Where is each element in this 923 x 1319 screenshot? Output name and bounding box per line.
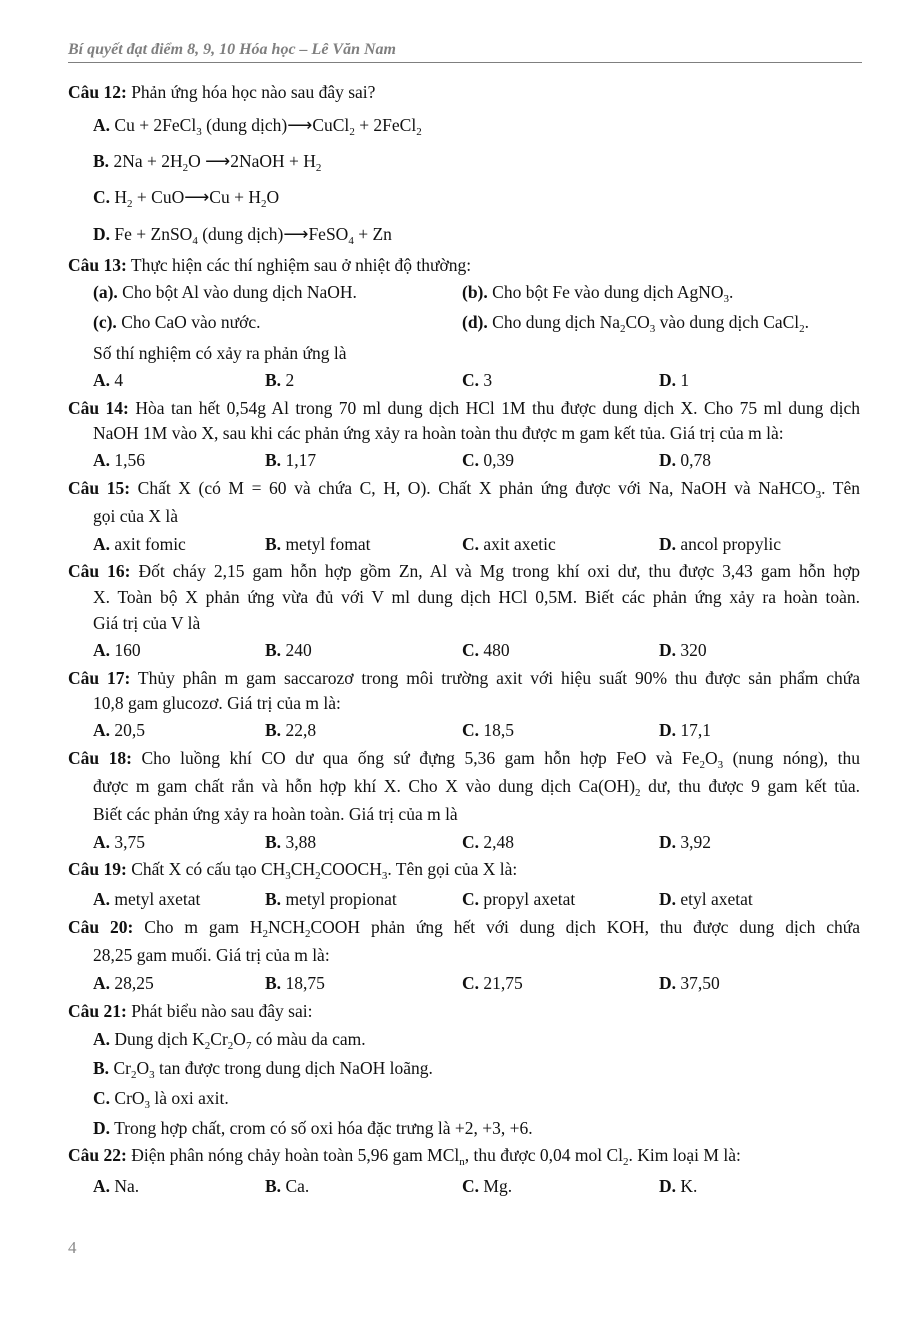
option-cell bbox=[265, 533, 371, 555]
option-cell bbox=[93, 533, 186, 555]
question-stem bbox=[68, 254, 471, 276]
stem-text: X. Toàn bộ X phản ứng vừa đủ với V ml dung dịch HCl 0,5M. Biết các phản ứng xảy ra hoàn toàn. bbox=[93, 587, 860, 607]
option-text: $2Na + 2H_2O$ ⟶2NaOH + $H_2$ bbox=[113, 151, 322, 174]
answer-option bbox=[93, 889, 200, 909]
option-cell bbox=[265, 369, 294, 391]
option-cell bbox=[93, 972, 154, 994]
answer-option bbox=[93, 187, 280, 210]
answer-option bbox=[659, 450, 711, 470]
option-cell bbox=[265, 831, 316, 853]
option-label: B. bbox=[265, 973, 282, 993]
option-label: D. bbox=[659, 720, 677, 740]
option-label: D. bbox=[659, 889, 677, 909]
option-cell bbox=[93, 888, 200, 910]
question-stem bbox=[93, 803, 458, 825]
experiment-label: (a). bbox=[93, 282, 118, 302]
question-stem bbox=[93, 612, 200, 634]
option-label: B. bbox=[265, 1176, 282, 1196]
option-label: D. bbox=[659, 450, 677, 470]
option-row bbox=[93, 1117, 533, 1139]
answer-option bbox=[659, 1176, 697, 1196]
follow-up-line bbox=[93, 342, 346, 364]
stem-text: Chất X (có M = 60 và chứa C, H, O). Chất X phản ứng được với Na, NaOH và NaHCO$_3$. Tên bbox=[137, 478, 860, 499]
option-label: B. bbox=[265, 370, 282, 390]
option-label: D. bbox=[659, 1176, 677, 1196]
option-label: D. bbox=[659, 832, 677, 852]
option-text: 3 bbox=[483, 370, 493, 390]
option-cell bbox=[93, 369, 123, 391]
option-label: C. bbox=[462, 889, 480, 909]
experiment-text: Cho bột Fe vào dung dịch AgNO$_3$. bbox=[492, 282, 734, 305]
option-cell bbox=[265, 639, 312, 661]
option-cell bbox=[659, 449, 711, 471]
option-cell bbox=[462, 719, 514, 741]
answer-option bbox=[93, 973, 154, 993]
option-text: Cu + 2FeCl$_3$ (dung dịch)⟶CuCl$_2$ + 2FeCl$_2$ bbox=[114, 115, 422, 138]
stem-text: Thực hiện các thí nghiệm sau ở nhiệt độ thường: bbox=[130, 255, 472, 275]
answer-option bbox=[659, 720, 711, 740]
option-label: A. bbox=[93, 370, 111, 390]
answer-option bbox=[659, 832, 711, 852]
answer-option bbox=[462, 973, 523, 993]
option-text: 4 bbox=[114, 370, 124, 390]
question-number: Câu 20: bbox=[68, 917, 134, 937]
option-text: 18,75 bbox=[285, 973, 325, 993]
option-label: B. bbox=[93, 1058, 110, 1078]
option-label: D. bbox=[659, 370, 677, 390]
option-label: C. bbox=[93, 1088, 111, 1108]
question-stem bbox=[68, 916, 860, 938]
option-text: 3,92 bbox=[680, 832, 712, 852]
option-text: 160 bbox=[114, 640, 141, 660]
option-label: A. bbox=[93, 720, 111, 740]
page-number: 4 bbox=[68, 1238, 77, 1257]
stem-text: Hòa tan hết 0,54g Al trong 70 ml dung dịch HCl 1M thu được dung dịch X. Cho 75 ml dung dịch bbox=[135, 398, 860, 418]
experiment-item bbox=[93, 311, 260, 333]
answer-option bbox=[462, 640, 510, 660]
option-cell bbox=[462, 888, 575, 910]
question-stem bbox=[68, 747, 860, 769]
follow-up-text: Số thí nghiệm có xảy ra phản ứng là bbox=[93, 343, 347, 363]
option-cell bbox=[659, 533, 781, 555]
option-cell bbox=[462, 1175, 512, 1197]
option-text: etyl axetat bbox=[680, 889, 753, 909]
answer-option bbox=[93, 450, 145, 470]
answer-option bbox=[93, 1118, 533, 1138]
option-label: A. bbox=[93, 973, 111, 993]
option-cell bbox=[462, 533, 556, 555]
answer-option bbox=[93, 370, 123, 390]
option-text: 3,75 bbox=[114, 832, 146, 852]
answer-option bbox=[265, 534, 371, 554]
option-row bbox=[93, 114, 422, 136]
option-label: A. bbox=[93, 450, 111, 470]
option-text: 1,56 bbox=[114, 450, 146, 470]
option-label: A. bbox=[93, 889, 111, 909]
option-text: Mg. bbox=[483, 1176, 513, 1196]
option-row bbox=[93, 223, 392, 245]
option-label: B. bbox=[265, 720, 282, 740]
stem-text: Cho luồng khí CO dư qua ống sứ đựng 5,36 gam hỗn hợp FeO và $Fe_2O_3$ (nung nóng), thu bbox=[141, 748, 860, 769]
option-cell bbox=[265, 1175, 309, 1197]
answer-option bbox=[462, 1176, 512, 1196]
answer-option bbox=[265, 832, 316, 852]
question-stem bbox=[68, 477, 860, 499]
option-text: 1 bbox=[680, 370, 690, 390]
answer-option bbox=[93, 151, 322, 174]
question-stem bbox=[93, 944, 330, 966]
option-cell bbox=[265, 972, 325, 994]
option-text: 2 bbox=[285, 370, 295, 390]
option-label: B. bbox=[265, 534, 282, 554]
option-label: C. bbox=[462, 450, 480, 470]
question-number: Câu 13: bbox=[68, 255, 127, 275]
option-cell bbox=[265, 719, 316, 741]
option-label: D. bbox=[659, 640, 677, 660]
option-text: metyl propionat bbox=[285, 889, 397, 909]
stem-text: 28,25 gam muối. Giá trị của m là: bbox=[93, 945, 330, 965]
answer-option bbox=[462, 889, 575, 909]
question-number: Câu 12: bbox=[68, 82, 127, 102]
option-cell bbox=[265, 888, 397, 910]
answer-option bbox=[462, 832, 514, 852]
option-label: A. bbox=[93, 115, 111, 135]
option-cell bbox=[93, 449, 145, 471]
option-label: C. bbox=[462, 534, 480, 554]
answer-option bbox=[659, 889, 753, 909]
experiment-text: Cho CaO vào nước. bbox=[121, 312, 261, 332]
running-header: Bí quyết đạt điểm 8, 9, 10 Hóa học – Lê Văn Nam bbox=[68, 41, 396, 58]
stem-text: Phát biểu nào sau đây sai: bbox=[131, 1001, 313, 1021]
option-text: 20,5 bbox=[114, 720, 146, 740]
experiment-text: Cho bột Al vào dung dịch NaOH. bbox=[122, 282, 357, 302]
option-text: axit axetic bbox=[483, 534, 556, 554]
option-text: Ca. bbox=[285, 1176, 310, 1196]
question-stem bbox=[93, 505, 178, 527]
option-text: metyl fomat bbox=[285, 534, 371, 554]
option-text: 0,39 bbox=[483, 450, 515, 470]
stem-text: Cho m gam $H_2NCH_2COOH$ phản ứng hết với dung dịch KOH, thu được dung dịch chứa bbox=[144, 917, 860, 938]
option-label: B. bbox=[265, 640, 282, 660]
option-label: B. bbox=[265, 832, 282, 852]
answer-option bbox=[265, 973, 325, 993]
option-label: B. bbox=[265, 450, 282, 470]
answer-option bbox=[93, 720, 145, 740]
option-row bbox=[93, 1087, 229, 1109]
option-label: A. bbox=[93, 832, 111, 852]
experiment-text: Cho dung dịch $Na_2CO_3$ vào dung dịch CaCl$_2$. bbox=[492, 312, 810, 335]
option-text: 37,50 bbox=[680, 973, 720, 993]
option-text: Trong hợp chất, crom có số oxi hóa đặc trưng là +2, +3, +6. bbox=[114, 1118, 533, 1138]
experiment-item bbox=[462, 311, 809, 333]
answer-option bbox=[93, 640, 141, 660]
option-label: A. bbox=[93, 1176, 111, 1196]
experiment-item bbox=[462, 281, 733, 303]
header-rule bbox=[68, 62, 862, 63]
answer-option bbox=[93, 1029, 366, 1052]
option-label: D. bbox=[93, 1118, 111, 1138]
stem-text: Giá trị của V là bbox=[93, 613, 201, 633]
answer-option bbox=[265, 889, 397, 909]
option-text: 18,5 bbox=[483, 720, 515, 740]
option-label: C. bbox=[462, 640, 480, 660]
stem-text: Đốt cháy 2,15 gam hỗn hợp gồm Zn, Al và Mg trong khí oxi dư, thu được 3,43 gam hỗn hợp bbox=[138, 561, 860, 581]
stem-text: gọi của X là bbox=[93, 506, 179, 526]
experiment-label: (c). bbox=[93, 312, 117, 332]
option-text: 0,78 bbox=[680, 450, 712, 470]
answer-option bbox=[93, 1176, 139, 1196]
question-stem bbox=[68, 560, 860, 582]
experiment-item bbox=[93, 281, 357, 303]
option-row bbox=[93, 1028, 366, 1050]
question-stem bbox=[93, 775, 860, 797]
stem-text: 10,8 gam glucozơ. Giá trị của m là: bbox=[93, 693, 341, 713]
option-cell bbox=[659, 972, 720, 994]
question-stem bbox=[93, 692, 341, 714]
option-label: A. bbox=[93, 1029, 111, 1049]
answer-option bbox=[462, 450, 514, 470]
option-label: C. bbox=[462, 370, 480, 390]
option-text: 22,8 bbox=[285, 720, 317, 740]
option-label: D. bbox=[659, 973, 677, 993]
option-cell bbox=[659, 639, 707, 661]
question-stem bbox=[68, 81, 375, 103]
question-number: Câu 15: bbox=[68, 478, 131, 498]
question-number: Câu 21: bbox=[68, 1001, 127, 1021]
option-text: propyl axetat bbox=[483, 889, 576, 909]
option-cell bbox=[265, 449, 316, 471]
option-text: 21,75 bbox=[483, 973, 523, 993]
answer-option bbox=[659, 640, 707, 660]
option-cell bbox=[462, 369, 492, 391]
stem-text: được m gam chất rắn và hỗn hợp khí X. Cho X vào dung dịch $Ca(OH)_2$ dư, thu được 9 gam kết tủa. bbox=[93, 776, 860, 797]
option-label: D. bbox=[93, 224, 111, 244]
answer-option bbox=[659, 973, 720, 993]
answer-option bbox=[265, 720, 316, 740]
option-text: 3,88 bbox=[285, 832, 317, 852]
option-label: C. bbox=[462, 720, 480, 740]
option-text: axit fomic bbox=[114, 534, 186, 554]
option-cell bbox=[462, 449, 514, 471]
option-text: Fe + ZnSO$_4$ (dung dịch)⟶FeSO$_4$ + Zn bbox=[114, 224, 392, 247]
answer-option bbox=[265, 640, 312, 660]
option-label: C. bbox=[462, 1176, 480, 1196]
question-stem bbox=[93, 422, 784, 444]
option-cell bbox=[93, 639, 141, 661]
option-label: C. bbox=[462, 832, 480, 852]
question-number: Câu 14: bbox=[68, 398, 129, 418]
option-text: 320 bbox=[680, 640, 707, 660]
option-cell bbox=[93, 1175, 139, 1197]
stem-text: Chất X có cấu tạo $CH_3CH_2COOCH_3$. Tên gọi của X là: bbox=[131, 859, 518, 882]
answer-option bbox=[93, 224, 392, 247]
option-cell bbox=[659, 1175, 697, 1197]
option-text: Dung dịch $K_2Cr_2O_7$ có màu da cam. bbox=[114, 1029, 366, 1052]
option-cell bbox=[659, 888, 753, 910]
stem-text: Thủy phân m gam saccarozơ trong môi trường axit với hiệu suất 90% thu được sản phẩm chứa bbox=[137, 668, 860, 688]
option-text: 28,25 bbox=[114, 973, 154, 993]
question-number: Câu 22: bbox=[68, 1145, 127, 1165]
option-cell bbox=[462, 831, 514, 853]
answer-option bbox=[93, 1058, 433, 1081]
option-text: 480 bbox=[483, 640, 510, 660]
answer-option bbox=[93, 115, 422, 138]
stem-text: Phản ứng hóa học nào sau đây sai? bbox=[131, 82, 376, 102]
option-label: A. bbox=[93, 534, 111, 554]
option-label: C. bbox=[462, 973, 480, 993]
option-text: K. bbox=[680, 1176, 698, 1196]
experiment-label: (b). bbox=[462, 282, 488, 302]
option-text: $H_2$ + CuO⟶Cu + $H_2O$ bbox=[114, 187, 280, 210]
option-text: $Cr_2O_3$ tan được trong dung dịch NaOH loãng. bbox=[113, 1058, 433, 1081]
option-cell bbox=[659, 831, 711, 853]
experiment-label: (d). bbox=[462, 312, 488, 332]
answer-option bbox=[93, 534, 186, 554]
option-label: A. bbox=[93, 640, 111, 660]
answer-option bbox=[265, 450, 316, 470]
question-stem bbox=[68, 397, 860, 419]
answer-option bbox=[265, 370, 294, 390]
answer-option bbox=[93, 1088, 229, 1111]
option-text: CrO$_3$ là oxi axit. bbox=[114, 1088, 229, 1111]
option-row bbox=[93, 186, 279, 208]
question-number: Câu 16: bbox=[68, 561, 131, 581]
question-stem bbox=[68, 858, 517, 880]
question-stem bbox=[68, 1144, 741, 1166]
option-cell bbox=[93, 719, 145, 741]
option-cell bbox=[462, 972, 523, 994]
answer-option bbox=[462, 534, 556, 554]
option-text: ancol propylic bbox=[680, 534, 781, 554]
option-label: D. bbox=[659, 534, 677, 554]
option-cell bbox=[659, 369, 689, 391]
option-text: metyl axetat bbox=[114, 889, 201, 909]
question-number: Câu 19: bbox=[68, 859, 127, 879]
option-label: C. bbox=[93, 187, 111, 207]
question-stem bbox=[93, 586, 860, 608]
stem-text: Biết các phản ứng xảy ra hoàn toàn. Giá trị của m là bbox=[93, 804, 458, 824]
question-number: Câu 18: bbox=[68, 748, 132, 768]
answer-option bbox=[93, 832, 145, 852]
option-text: Na. bbox=[114, 1176, 140, 1196]
answer-option bbox=[659, 534, 781, 554]
option-cell bbox=[93, 831, 145, 853]
option-cell bbox=[659, 719, 711, 741]
answer-option bbox=[462, 720, 514, 740]
option-row bbox=[93, 150, 321, 172]
answer-option bbox=[265, 1176, 309, 1196]
option-label: B. bbox=[93, 151, 110, 171]
option-text: 17,1 bbox=[680, 720, 712, 740]
answer-option bbox=[659, 370, 689, 390]
option-text: 1,17 bbox=[285, 450, 317, 470]
option-text: 240 bbox=[285, 640, 312, 660]
question-stem bbox=[68, 667, 860, 689]
stem-text: NaOH 1M vào X, sau khi các phản ứng xảy ra hoàn toàn thu được m gam kết tủa. Giá trị của m là: bbox=[93, 423, 784, 443]
option-text: 2,48 bbox=[483, 832, 515, 852]
stem-text: Điện phân nóng chảy hoàn toàn 5,96 gam MCl$_n$, thu được 0,04 mol $Cl_2$. Kim loại M là: bbox=[131, 1145, 741, 1168]
question-number: Câu 17: bbox=[68, 668, 131, 688]
answer-option bbox=[462, 370, 492, 390]
option-row bbox=[93, 1057, 433, 1079]
option-cell bbox=[462, 639, 510, 661]
question-stem bbox=[68, 1000, 312, 1022]
option-label: B. bbox=[265, 889, 282, 909]
